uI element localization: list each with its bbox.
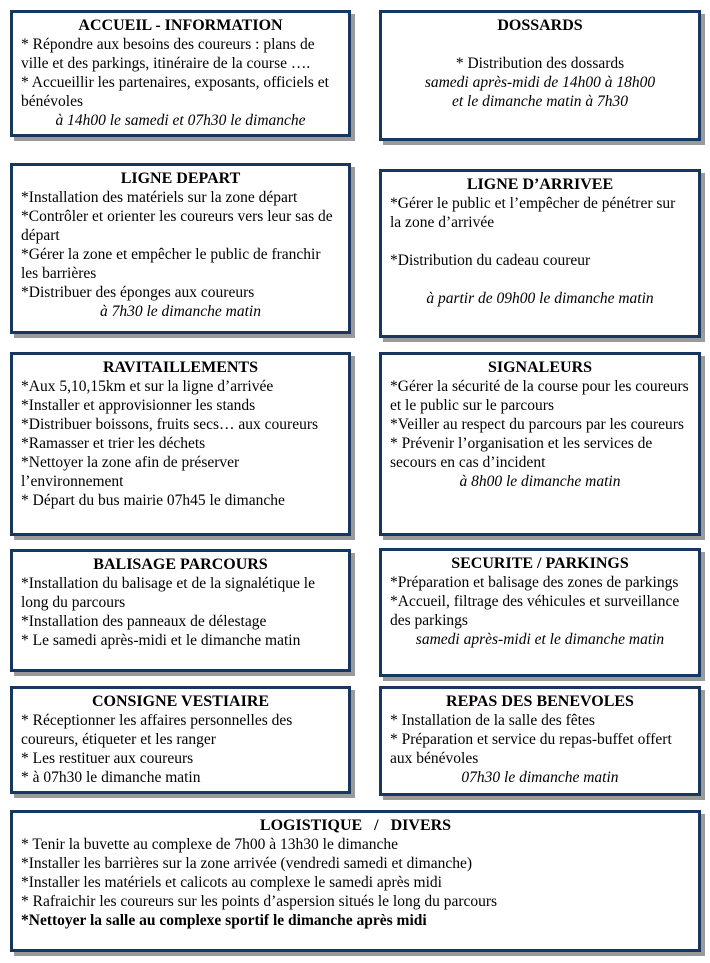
text-line: *Installer les barrières sur la zone arrivée (vendredi samedi et dimanche) — [21, 855, 473, 872]
box-title: DOSSARDS — [497, 17, 583, 34]
box-repas-benevoles — [379, 686, 701, 796]
text-line: samedi après-midi et le dimanche matin — [415, 631, 665, 648]
text-line: * Réceptionner les affaires personnelles des coureurs, étiqueter et les ranger — [21, 712, 293, 748]
text-line: * Tenir la buvette au complexe de 7h00 à 13h30 le dimanche — [21, 836, 398, 853]
box-body — [21, 188, 340, 321]
box-body — [390, 35, 690, 111]
text-line: * Répondre aux besoins des coureurs : plans de ville et des parkings, itinéraire de la course …. — [21, 36, 315, 72]
box-ravitaillements — [10, 352, 351, 536]
box-body — [21, 711, 340, 787]
text-line: *Gérer le public et l’empêcher de pénétrer sur la zone d’arrivée — [390, 195, 676, 231]
text-line — [390, 270, 690, 289]
text-line — [390, 35, 690, 54]
box-title: REPAS DES BENEVOLES — [446, 693, 634, 710]
box-body — [21, 377, 340, 510]
box-title: LIGNE D’ARRIVEE — [466, 176, 614, 193]
text-line: samedi après-midi de 14h00 à 18h00 — [424, 74, 656, 91]
text-line: *Aux 5,10,15km et sur la ligne d’arrivée — [21, 378, 274, 395]
text-line: * Rafraichir les coureurs sur les points d’aspersion situés le long du parcours — [21, 893, 498, 910]
box-body — [21, 35, 340, 130]
text-line: *Distribuer boissons, fruits secs… aux coureurs — [21, 416, 319, 433]
box-title: ACCUEIL - INFORMATION — [78, 17, 283, 34]
text-line: * Distribution des dossards — [455, 55, 625, 72]
text-line: à 14h00 le samedi et 07h30 le dimanche — [55, 112, 306, 129]
box-balisage-parcours — [10, 549, 351, 672]
box-dossards — [379, 10, 701, 141]
box-body — [21, 574, 340, 650]
text-line: *Installation des matériels sur la zone départ — [21, 189, 298, 206]
text-line — [390, 232, 690, 251]
box-body — [390, 377, 690, 491]
text-line: *Distribution du cadeau coureur — [390, 252, 591, 269]
text-line: à 8h00 le dimanche matin — [459, 473, 621, 490]
text-line: * Préparation et service du repas-buffet offert aux bénévoles — [390, 731, 672, 767]
box-title: LIGNE DEPART — [120, 170, 241, 187]
text-line: * Installation de la salle des fêtes — [390, 712, 595, 729]
text-line: * Départ du bus mairie 07h45 le dimanche — [21, 492, 285, 509]
text-line: * Les restituer aux coureurs — [21, 750, 194, 767]
text-line: *Gérer la sécurité de la course pour les coureurs et le public sur le parcours — [390, 378, 689, 414]
box-securite-parkings — [379, 548, 701, 677]
text-line: *Ramasser et trier les déchets — [21, 435, 206, 452]
text-line: *Nettoyer la salle au complexe sportif le dimanche après midi — [21, 912, 427, 929]
box-body — [390, 573, 690, 649]
box-ligne-depart — [10, 163, 351, 334]
text-line: 07h30 le dimanche matin — [461, 769, 619, 786]
box-title: LOGISTIQUE / DIVERS — [259, 817, 452, 834]
text-line: *Installer et approvisionner les stands — [21, 397, 256, 414]
box-signaleurs — [379, 352, 701, 536]
text-line: * Le samedi après-midi et le dimanche matin — [21, 632, 301, 649]
text-line: à partir de 09h00 le dimanche matin — [426, 290, 654, 307]
text-line: et le dimanche matin à 7h30 — [451, 93, 629, 110]
text-line: *Installation du balisage et de la signalétique le long du parcours — [21, 575, 315, 611]
text-line: *Veiller au respect du parcours par les coureurs — [390, 416, 684, 433]
text-line: *Nettoyer la zone afin de préserver l’environnement — [21, 454, 240, 490]
box-title: BALISAGE PARCOURS — [93, 556, 268, 573]
text-line: * Prévenir l’organisation et les services de secours en cas d’incident — [390, 435, 653, 471]
text-line: *Distribuer des éponges aux coureurs — [21, 284, 255, 301]
box-title: RAVITAILLEMENTS — [102, 359, 258, 376]
box-logistique-divers — [10, 810, 701, 952]
text-line: *Contrôler et orienter les coureurs vers leur sas de départ — [21, 208, 333, 244]
text-line: * Accueillir les partenaires, exposants, officiels et bénévoles — [21, 74, 329, 110]
text-line: *Installer les matériels et calicots au complexe le samedi après midi — [21, 874, 442, 891]
box-ligne-arrivee — [379, 169, 701, 338]
box-title: SECURITE / PARKINGS — [451, 555, 629, 572]
text-line: *Gérer la zone et empêcher le public de franchir les barrières — [21, 246, 321, 282]
text-line: à 7h30 le dimanche matin — [99, 303, 261, 320]
box-body — [21, 835, 690, 930]
text-line: *Accueil, filtrage des véhicules et surveillance des parkings — [390, 593, 680, 629]
text-line: * à 07h30 le dimanche matin — [21, 769, 201, 786]
text-line: *Préparation et balisage des zones de parkings — [390, 574, 679, 591]
box-title: CONSIGNE VESTIAIRE — [91, 693, 270, 710]
box-accueil-information — [10, 10, 351, 137]
box-body — [390, 711, 690, 787]
box-title: SIGNALEURS — [487, 359, 593, 376]
box-body — [390, 194, 690, 308]
text-line: *Installation des panneaux de délestage — [21, 613, 267, 630]
box-consigne-vestiaire — [10, 686, 351, 794]
